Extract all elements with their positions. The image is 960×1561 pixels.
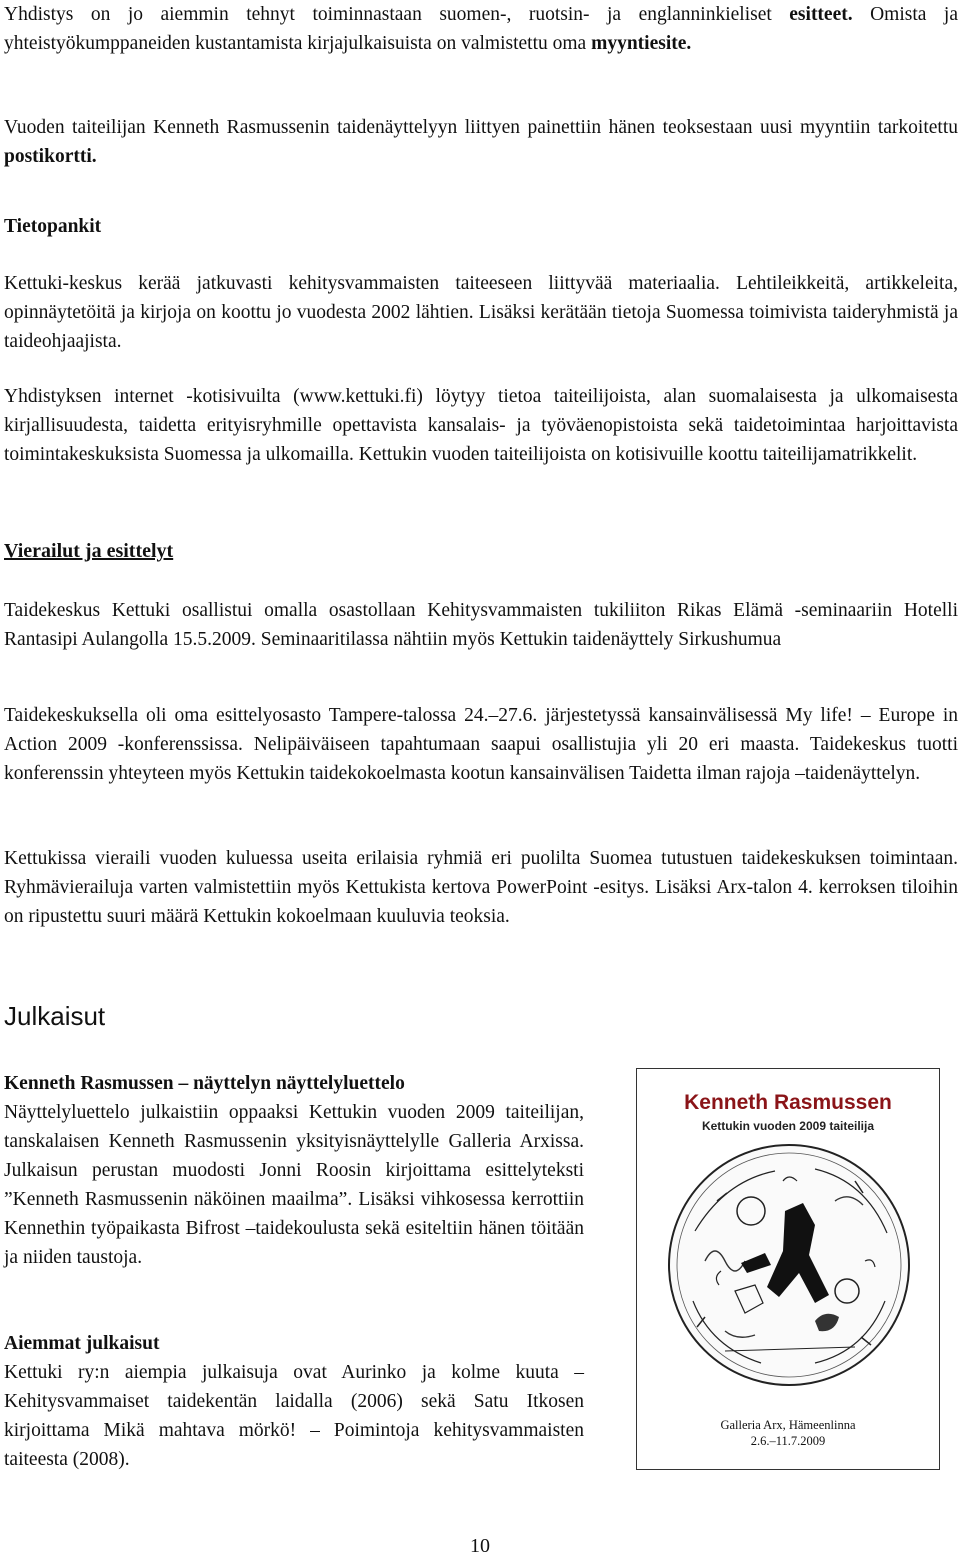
julkaisu-item-2-text: Kettuki ry:n aiempia julkaisuja ovat Aurinko ja kolme kuuta – Kehitysvammaiset taidekentän laidalla (2006) sekä Satu Itkosen kirjoittama Mikä mahtava mörkö! – Poimintoja kehitysvammaisten taiteesta (2008).	[4, 1362, 584, 1470]
page-number: 10	[470, 1535, 490, 1557]
tietopankit-paragraph-2	[4, 382, 958, 469]
vierailut-paragraph-1	[4, 596, 958, 654]
vierailut-paragraph-3	[4, 844, 958, 931]
vierailut-text-1: Taidekeskus Kettuki osallistui omalla osastollaan Kehitysvammaisten tukiliiton Rikas Elämä -seminaariin Hotelli Rantasipi Aulangolla 15.5.2009. Seminaaritilassa nähtiin myös Kettukin taidenäyttely Sirkushumua	[4, 600, 958, 650]
vierailut-text-2: Taidekeskuksella oli oma esittelyosasto Tampere-talossa 24.–27.6. järjestetyssä kansainvälisessä My life! – Europe in Action 2009 -konferenssissa. Nelipäiväiseen tapahtumaan saapui osallistujia yli 20 eri maasta. Taidekeskus tuotti konferenssin yhteyteen myös Kettukin taidekokoelmasta kootun kansainvälisen Taidetta ilman rajoja –taidenäyttelyn.	[4, 705, 958, 784]
tietopankit-paragraph-1	[4, 269, 958, 356]
tietopankit-text-1: Kettuki-keskus kerää jatkuvasti kehitysvammaisten taiteeseen liittyvää materiaalia. Lehtileikkeitä, artikkeleita, opinnäytetöitä ja kirjoja on koottu jo vuodesta 2002 lähtien. Lisäksi kerätään tietoja Suomessa toimivista taideryhmistä ja taideohjaajista.	[4, 273, 958, 352]
julkaisu-item-2-title: Aiemmat julkaisut	[4, 1333, 160, 1354]
cover-artwork-drawing	[665, 1141, 913, 1389]
cover-footer	[637, 1417, 939, 1449]
vierailut-paragraph-2	[4, 701, 958, 788]
vierailut-text-3: Kettukissa vieraili vuoden kuluessa useita erilaisia ryhmiä eri puolilta Suomea tutustuen taidekeskuksen toimintaan. Ryhmävierailuja varten valmistettiin myös Kettukista kertova PowerPoint -esitys. Lisäksi Arx-talon 4. kerroksen tiloihin on ripustettu suuri määrä Kettukin kokoelmaan kuuluvia teoksia.	[4, 848, 958, 927]
julkaisu-item-2	[4, 1329, 584, 1474]
intro-bold-postikortti: postikortti.	[4, 146, 97, 167]
cover-title: Kenneth Rasmussen	[684, 1091, 892, 1114]
intro-text: Vuoden taiteilijan Kenneth Rasmussenin taidenäyttelyyn liittyen painettiin hänen teoksestaan uusi myyntiin tarkoitettu	[4, 117, 958, 138]
julkaisu-item-1	[4, 1069, 584, 1272]
julkaisu-item-1-text: Näyttelyluettelo julkaistiin oppaaksi Kettukin vuoden 2009 taiteilijan, tanskalaisen Kenneth Rasmussenin yksityisnäyttelylle Galleria Arxissa. Julkaisun perustan muodosti Jonni Roosin kirjoittama esittelyteksti ”Kenneth Rasmussenin näköinen maailma”. Lisäksi vihkosessa kerrottiin Kennethin työpaikasta Bifrost –taidekoulusta sekä esiteltiin hänen töitään ja niiden taustoja.	[4, 1102, 584, 1268]
intro-bold-esitteet: esitteet.	[789, 4, 853, 25]
catalogue-cover-image	[636, 1068, 940, 1470]
heading-julkaisut: Julkaisut	[4, 1001, 106, 1031]
heading-vierailut: Vierailut ja esittelyt	[4, 540, 174, 562]
intro-text: Yhdistys on jo aiemmin tehnyt toiminnastaan suomen-, ruotsin- ja englanninkieliset	[4, 4, 790, 25]
intro-paragraph-1	[4, 0, 958, 58]
intro-paragraph-2	[4, 113, 958, 171]
tietopankit-text-2: Yhdistyksen internet -kotisivuilta (www.kettuki.fi) löytyy tietoa taiteilijoista, alan suomalaisesta ja ulkomaisesta kirjallisuudesta, taidetta erityisryhmille opettavista kansalais- ja työväenopistoista sekä taidetoimintaa harjoittavista toimintakeskuksista Suomessa ja ulkomailla. Kettukin vuoden taiteilijoista on kotisivuille koottu taiteilijamatrikkelit.	[4, 386, 958, 465]
intro-text: Omista ja yhteistyökumppaneiden kustantamista kirjajulkaisuista on valmistettu oma	[4, 4, 958, 54]
heading-tietopankit: Tietopankit	[4, 216, 102, 237]
cover-venue: Galleria Arx, Hämeenlinna	[720, 1418, 856, 1432]
cover-dates: 2.6.–11.7.2009	[750, 1434, 826, 1448]
julkaisu-item-1-title: Kenneth Rasmussen – näyttelyn näyttelyluettelo	[4, 1073, 405, 1094]
cover-subtitle: Kettukin vuoden 2009 taiteilija	[701, 1119, 875, 1133]
intro-bold-myyntiesite: myyntiesite.	[591, 33, 692, 54]
